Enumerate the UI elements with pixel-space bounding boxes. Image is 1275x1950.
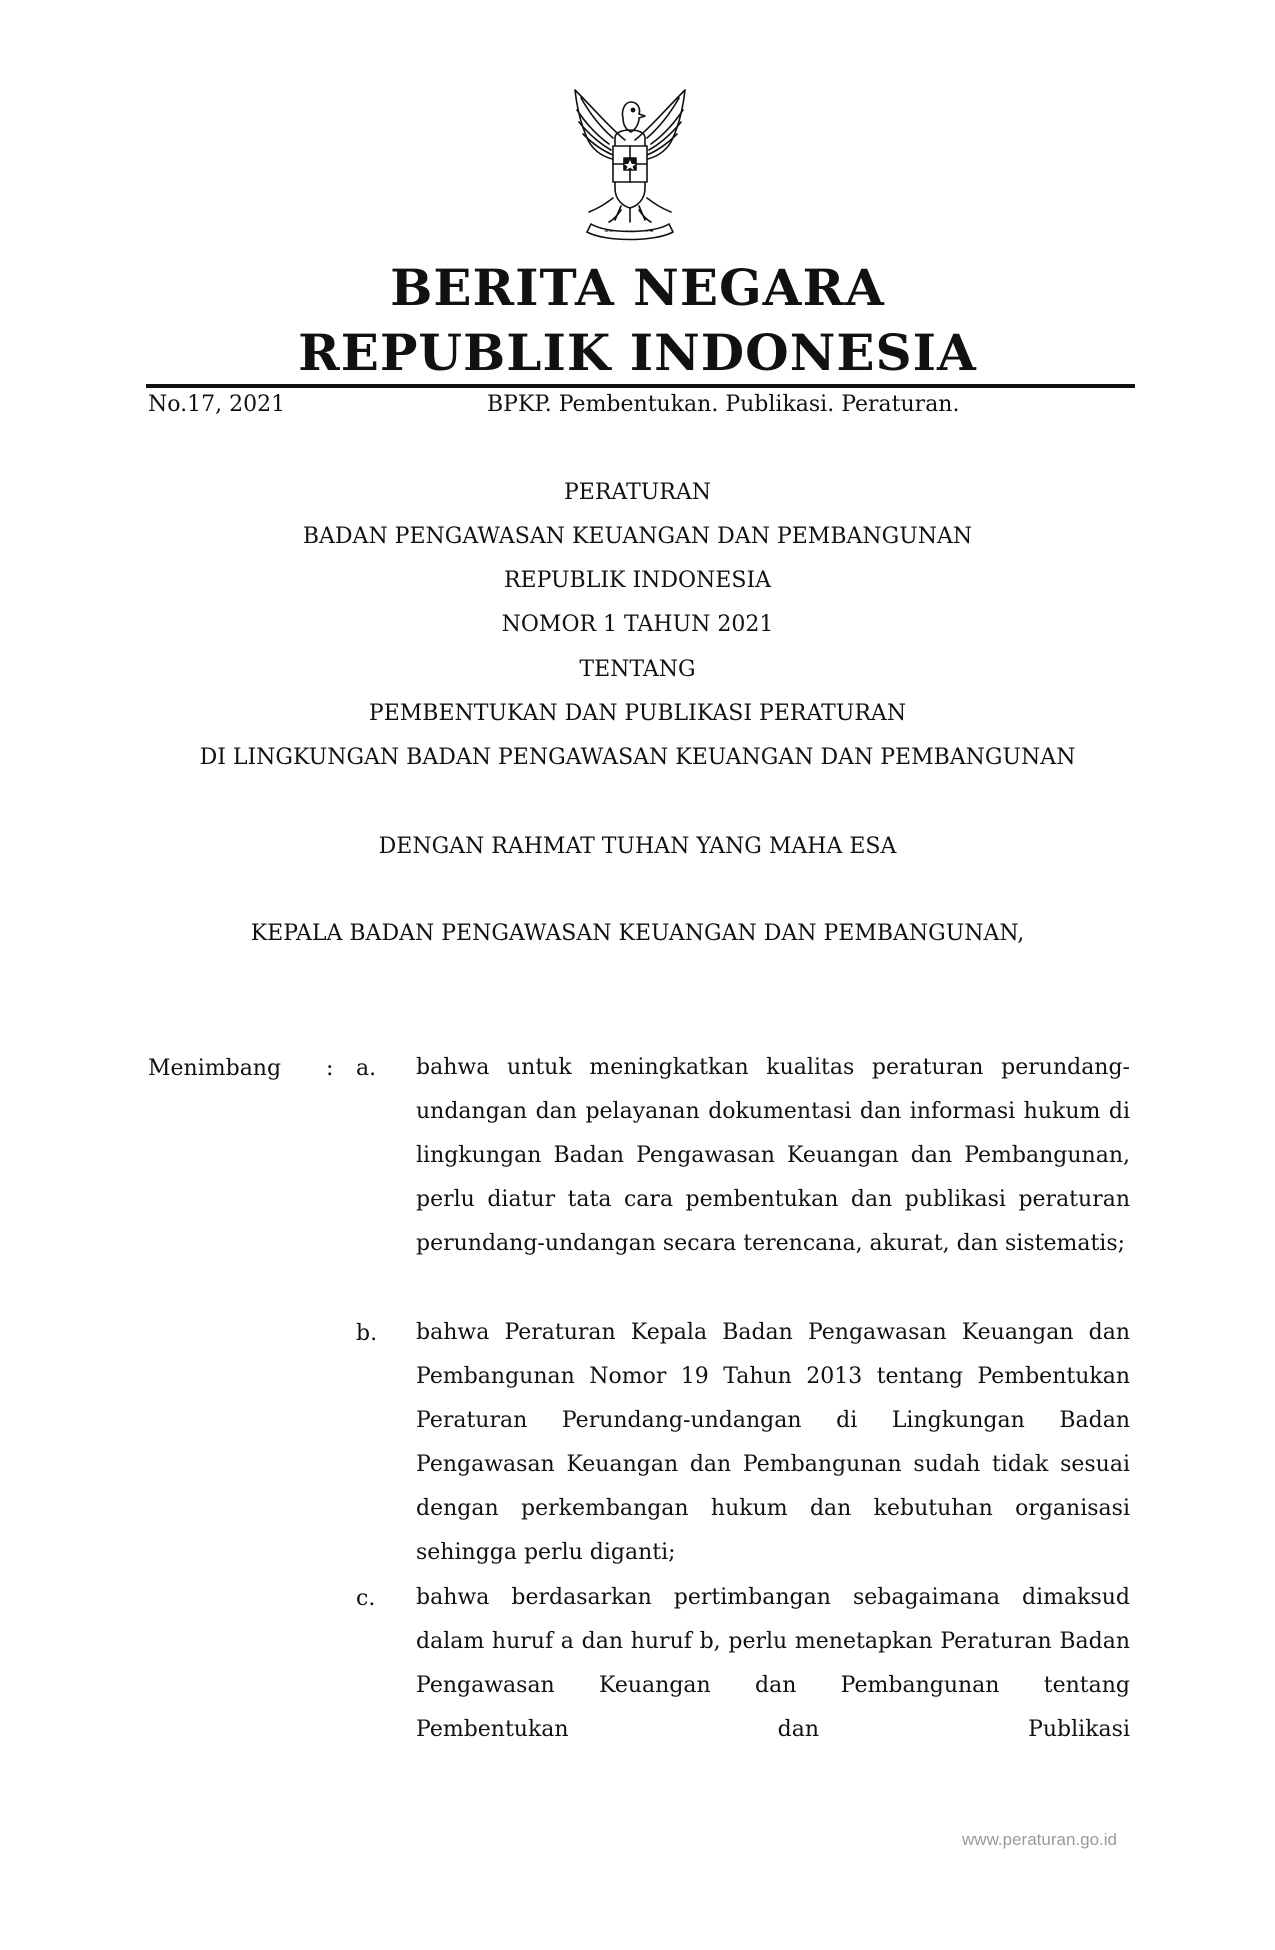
menimbang-label: Menimbang (148, 1056, 282, 1081)
masthead-divider (146, 384, 1135, 388)
footer-url: www.peraturan.go.id (962, 1830, 1117, 1849)
menimbang-item-a-letter: a. (356, 1056, 377, 1081)
invocation: DENGAN RAHMAT TUHAN YANG MAHA ESA (378, 834, 897, 859)
menimbang-item-b-letter: b. (356, 1321, 378, 1346)
title-line-7: DI LINGKUNGAN BADAN PENGAWASAN KEUANGAN DAN PEMBANGUNAN (199, 745, 1076, 770)
title-line-2: BADAN PENGAWASAN KEUANGAN DAN PEMBANGUNAN (302, 524, 973, 549)
menimbang-item-c-text: bahwa berdasarkan pertimbangan sebagaimana dimaksud dalam huruf a dan huruf b, perlu menetapkan Peraturan Badan Pengawasan Keuangan dan Pembangunan tentang Pembentukan dan Publikasi (416, 1585, 1130, 1742)
menimbang-item-a-text: bahwa untuk meningkatkan kualitas peraturan perundang-undangan dan pelayanan dokumentasi dan informasi hukum di lingkungan Badan Pengawasan Keuangan dan Pembangunan, perlu diatur tata cara pembentukan dan publikasi peraturan perundang-undangan secara terencana, akurat, dan sistematis; (416, 1055, 1130, 1256)
menimbang-item-b-text: bahwa Peraturan Kepala Badan Pengawasan Keuangan dan Pembangunan Nomor 19 Tahun 2013 tentang Pembentukan Peraturan Perundang-undangan di Lingkungan Badan Pengawasan Keuangan dan Pembangunan sudah tidak sesuai dengan perkembangan hukum dan kebutuhan organisasi sehingga perlu diganti; (416, 1320, 1130, 1565)
title-line-4: NOMOR 1 TAHUN 2021 (501, 612, 774, 637)
menimbang-item-c-letter: c. (356, 1586, 376, 1611)
title-line-1: PERATURAN (563, 480, 712, 505)
menimbang-colon: : (326, 1056, 334, 1081)
gazette-subject: BPKP. Pembentukan. Publikasi. Peraturan. (487, 392, 960, 417)
gazette-number: No.17, 2021 (148, 392, 286, 417)
garuda-emblem-icon (555, 88, 705, 243)
title-line-3: REPUBLIK INDONESIA (503, 568, 772, 593)
title-line-6: PEMBENTUKAN DAN PUBLIKASI PERATURAN (368, 701, 907, 726)
masthead-title-line2: REPUBLIK INDONESIA (298, 323, 977, 382)
masthead-title-line1: BERITA NEGARA (390, 258, 885, 317)
title-line-5: TENTANG (579, 657, 696, 682)
authority-line: KEPALA BADAN PENGAWASAN KEUANGAN DAN PEMBANGUNAN, (250, 921, 1025, 946)
